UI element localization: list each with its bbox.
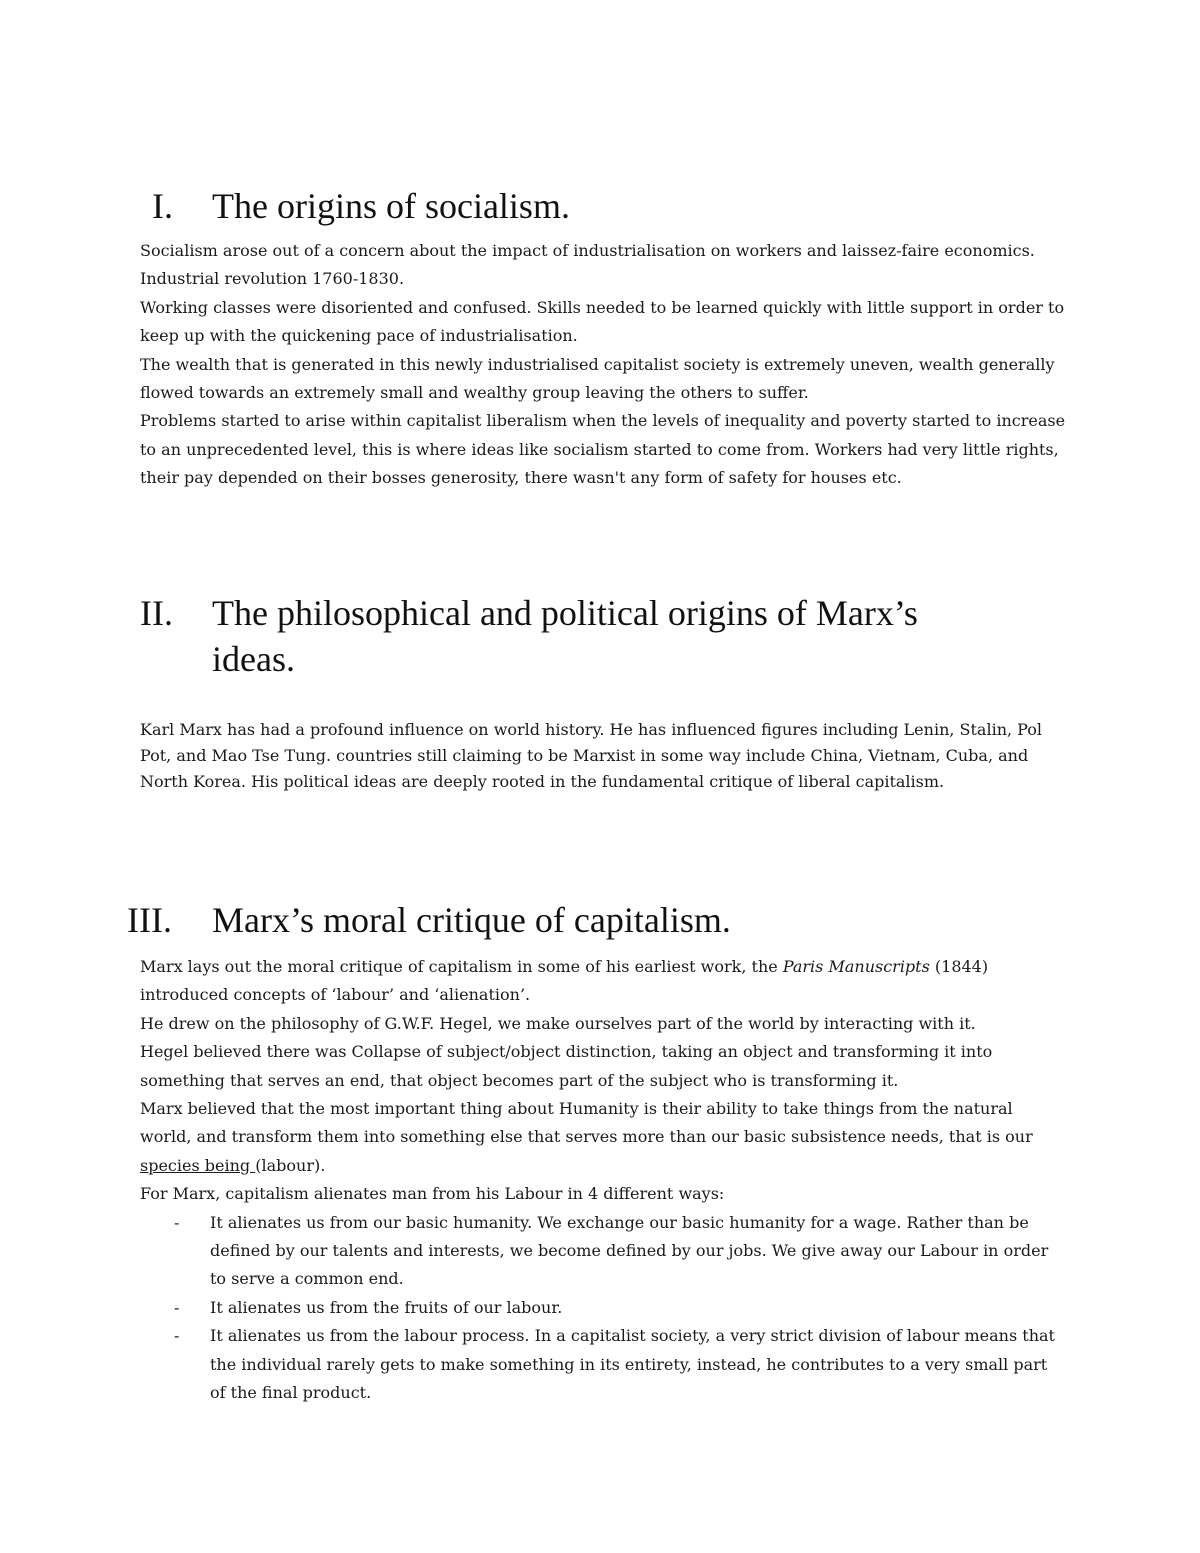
section-2	[0, 593, 1200, 791]
section-2-heading	[0, 593, 1200, 679]
section-3-paragraph: Hegel believed there was Collapse of subject/object distinction, taking an object and transforming it into something that serves an end, that object becomes part of the subject who is transforming it.	[140, 1042, 993, 1090]
alienation-list	[140, 1209, 1065, 1408]
section-3-heading	[0, 900, 1200, 940]
species-text-after: (labour).	[255, 1155, 326, 1175]
section-1-heading	[0, 186, 1200, 226]
paris-text-before: Marx lays out the moral critique of capitalism in some of his earliest work, the	[140, 957, 783, 976]
list-item-text: It alienates us from our basic humanity. We exchange our basic humanity for a wage. Rather than be defined by our talents and interests, we become defined by our jobs. We give away our Labour in order to serve a common end.	[210, 1212, 1049, 1289]
section-3-paragraph-species-being	[140, 1095, 1065, 1180]
section-2-paragraph: Karl Marx has had a profound influence on world history. He has influenced figures including Lenin, Stalin, Pol Pot, and Mao Tse Tung. countries still claiming to be Marxist in some way include China, Vietnam, Cuba, and North Korea. His political ideas are deeply rooted in the fundamental critique of liberal capitalism.	[140, 720, 1043, 791]
section-3-paragraph: For Marx, capitalism alienates man from his Labour in 4 different ways:	[140, 1184, 725, 1204]
dash-bullet-icon: -	[174, 1297, 180, 1317]
section-2-title-line-1: The philosophical and political origins of Marx’s	[212, 593, 918, 633]
section-3	[0, 900, 1200, 1403]
section-1-number: I.	[152, 186, 173, 226]
paris-manuscripts-title: Paris Manuscripts	[782, 957, 930, 976]
list-item	[140, 1294, 1065, 1322]
section-3-number: III.	[127, 900, 172, 940]
section-1-paragraph: Socialism arose out of a concern about the impact of industrialisation on workers and laissez-faire economics. Industrial revolution 1760-1830.	[140, 241, 1035, 289]
section-2-number: II.	[140, 593, 173, 633]
section-3-title: Marx’s moral critique of capitalism.	[212, 900, 731, 940]
section-1-title: The origins of socialism.	[212, 186, 570, 226]
species-text-before: Marx believed that the most important thing about Humanity is their ability to take things from the natural world, and transform them into something else that serves more than our basic subsistence needs, that is our	[140, 1099, 1033, 1147]
section-2-title-line-2: ideas.	[212, 639, 295, 679]
section-3-paragraph: He drew on the philosophy of G.W.F. Hegel, we make ourselves part of the world by interacting with it.	[140, 1013, 976, 1033]
dash-bullet-icon: -	[174, 1212, 180, 1232]
section-3-paragraph-paris	[140, 953, 1065, 1010]
section-1	[0, 186, 1200, 488]
section-1-paragraph: Problems started to arise within capitalist liberalism when the levels of inequality and poverty started to increase to an unprecedented level, this is where ideas like socialism started to come from. Workers had very little rights, their pay depended on their bosses generosity, there wasn't any form of safety for houses etc.	[140, 411, 1066, 488]
list-item-text: It alienates us from the fruits of our labour.	[210, 1297, 563, 1317]
section-1-paragraph: The wealth that is generated in this newly industrialised capitalist society is extremely uneven, wealth generally flowed towards an extremely small and wealthy group leaving the others to suffer.	[140, 354, 1055, 403]
species-being-term: species being	[140, 1155, 256, 1175]
list-item	[140, 1209, 1065, 1294]
paris-text-after: (1844) introduced concepts of ‘labour’ and ‘alienation’.	[140, 957, 989, 1005]
section-1-paragraph: Working classes were disoriented and confused. Skills needed to be learned quickly with little support in order to keep up with the quickening pace of industrialisation.	[140, 297, 1065, 346]
list-item-text: It alienates us from the labour process. In a capitalist society, a very strict division of labour means that the individual rarely gets to make something in its entirety, instead, he contributes to a very small part of the final product.	[210, 1326, 1055, 1403]
dash-bullet-icon: -	[174, 1326, 180, 1346]
list-item	[140, 1322, 1065, 1407]
